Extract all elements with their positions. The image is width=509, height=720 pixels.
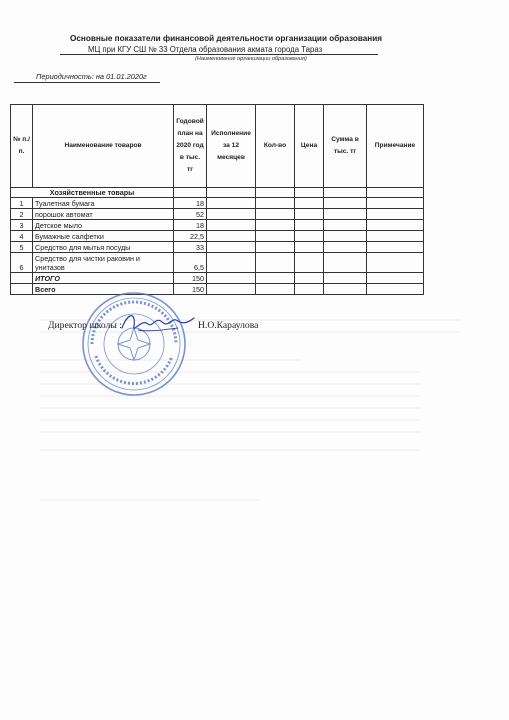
handwritten-signature [118,308,198,338]
header-exec: Исполнение за 12 месяцев [207,105,256,188]
total-plan: 150 [174,284,207,295]
table-row [11,231,424,242]
row-no: 5 [11,242,33,253]
row-no: 1 [11,198,33,209]
row-no: 4 [11,231,33,242]
row-plan: 22,5 [174,231,207,242]
signature-name: Н.О.Караулова [198,320,259,331]
row-plan: 6,5 [174,253,207,273]
periodicity-text: Периодичность: на 01.01.2020г [36,72,147,81]
row-no: 6 [11,253,33,273]
subtotal-row [11,273,424,284]
financial-table [10,104,424,295]
signature-role: Директор школы : [48,320,122,331]
row-name: Средство для чистки раковин и унитазов [33,253,174,273]
subtotal-plan: 150 [174,273,207,284]
header-qty: Кол-во [256,105,295,188]
organization-caption: (Наименование организации образования) [195,56,307,62]
total-label: Всего [33,284,174,295]
table-row [11,253,424,273]
table-row [11,242,424,253]
row-plan: 18 [174,220,207,231]
header-no: № п./п. [11,105,33,188]
row-name: порошок автомат [33,209,174,220]
row-name: Туалетная бумага [33,198,174,209]
document-title: Основные показатели финансовой деятельности организации образования [70,34,383,43]
row-plan: 18 [174,198,207,209]
organization-name: МЦ при КГУ СШ № 33 Отдела образования акмата города Тараз [88,45,323,54]
periodicity-underline [14,82,160,83]
bleed-through-texture [0,300,509,660]
row-name: Бумажные салфетки [33,231,174,242]
header-sum: Сумма в тыс. тг [324,105,367,188]
row-plan: 52 [174,209,207,220]
subtotal-label: ИТОГО [33,273,174,284]
header-note: Примечание [367,105,424,188]
row-name: Средство для мытья посуды [33,242,174,253]
table-row [11,198,424,209]
header-name: Наименование товаров [33,105,174,188]
round-stamp-seal [80,290,188,398]
header-plan: Годовой план на 2020 год в тыс. тг [174,105,207,188]
row-plan: 33 [174,242,207,253]
section-row [11,188,424,198]
organization-underline [60,54,378,55]
section-label: Хозяйственные товары [11,188,174,198]
total-row [11,284,424,295]
row-name: Детское мыло [33,220,174,231]
row-no: 3 [11,220,33,231]
table-row [11,209,424,220]
header-price: Цена [295,105,324,188]
table-row [11,220,424,231]
table-header-row [11,105,424,188]
row-no: 2 [11,209,33,220]
